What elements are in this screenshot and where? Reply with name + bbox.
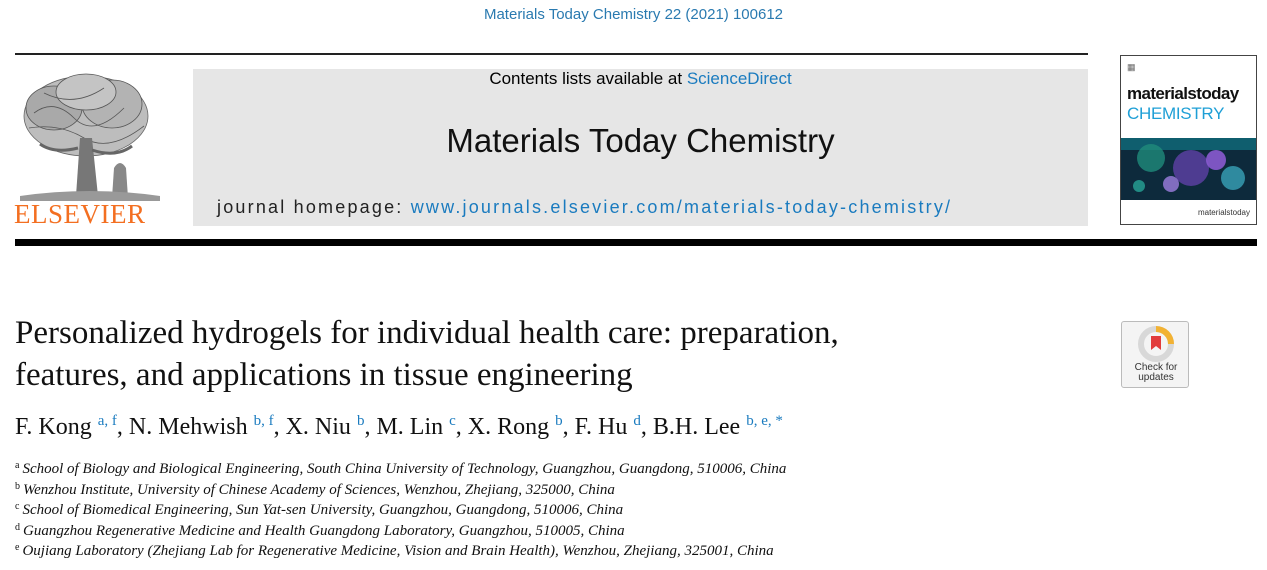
homepage-prefix: journal homepage: [217, 197, 411, 217]
author-affiliation-link[interactable]: b, e, * [746, 413, 783, 429]
author-list: F. Kong $^{a, f}$, N. Mehwish $^{b, f}$, X. Niu $^b$, M. Lin $^c$, X. Rong $^b$, F. Hu $^d$, B.H. Lee $^{b, e, *}$ [15, 413, 783, 440]
sciencedirect-link[interactable]: ScienceDirect [686, 69, 792, 88]
cover-artwork-icon [1121, 138, 1256, 200]
author-affiliation-link[interactable]: a, f [97, 413, 117, 429]
journal-homepage-line [217, 197, 952, 218]
article-title [15, 312, 1065, 396]
author-affiliation-link[interactable]: b, f [253, 413, 274, 429]
affiliation-mark: e [15, 542, 20, 553]
check-updates-line1: Check for [1134, 362, 1178, 373]
author-affiliation-link[interactable]: b [356, 413, 365, 429]
affiliation-item [15, 500, 786, 521]
cover-title-line2: CHEMISTRY [1127, 104, 1225, 123]
check-for-updates-button[interactable] [1121, 321, 1189, 388]
affiliation-item [15, 480, 786, 501]
author-affiliation-link[interactable]: b [555, 413, 563, 429]
contents-line [193, 69, 1088, 89]
affiliation-text: Oujiang Laboratory (Zhejiang Lab for Regenerative Medicine, Vision and Brain Health), Wenzhou, Zhejiang, 325001, China [22, 543, 774, 559]
affiliation-item [15, 521, 786, 542]
check-updates-line2: updates [1138, 372, 1174, 383]
crossmark-icon [1138, 326, 1174, 362]
author-name: N. Mehwish [128, 414, 248, 440]
author-name: X. Niu [285, 414, 351, 440]
journal-citation[interactable]: Materials Today Chemistry 22 (2021) 100612 [483, 6, 784, 23]
author-name: B.H. Lee [652, 414, 741, 440]
affiliation-item [15, 541, 786, 562]
author-name: M. Lin [376, 414, 444, 440]
affiliation-mark: d [15, 521, 20, 533]
article-title-line2: features, and applications in tissue engineering [15, 357, 633, 393]
header-rule-bottom [15, 239, 1257, 246]
affiliation-list [15, 459, 786, 562]
author-affiliation-link[interactable]: c [449, 413, 456, 429]
homepage-link[interactable]: www.journals.elsevier.com/materials-today-chemistry/ [410, 197, 953, 217]
header-rule-top [15, 53, 1088, 55]
cover-publisher-mark-icon: ▦ [1127, 62, 1136, 72]
check-updates-label [1122, 363, 1190, 383]
cover-footer-logo: materialstoday [1197, 208, 1250, 217]
affiliation-text: Wenzhou Institute, University of Chinese Academy of Sciences, Wenzhou, Zhejiang, 325000, China [23, 481, 615, 498]
author-name: F. Kong [15, 414, 92, 440]
article-title-line1: Personalized hydrogels for individual health care: preparation, [15, 315, 839, 351]
journal-cover[interactable] [1120, 55, 1257, 225]
affiliation-item [15, 459, 786, 480]
contents-prefix: Contents lists available at [489, 69, 687, 88]
affiliation-mark: c [15, 501, 20, 512]
affiliation-text: School of Biomedical Engineering, Sun Yat-sen University, Guangzhou, Guangdong, 510006, China [22, 502, 624, 518]
elsevier-wordmark: ELSEVIER [14, 199, 146, 229]
author-name: F. Hu [574, 414, 628, 440]
author-name: X. Rong [467, 414, 550, 440]
affiliation-text: Guangzhou Regenerative Medicine and Health Guangdong Laboratory, Guangzhou, 510005, China [23, 522, 625, 539]
affiliation-mark: b [15, 480, 20, 492]
cover-title-line1: materialstoday [1127, 84, 1239, 103]
author-affiliation-link[interactable]: d [633, 413, 641, 429]
affiliation-text: School of Biology and Biological Engineering, South China University of Technology, Guangzhou, Guangdong, 510006, China [22, 461, 787, 477]
journal-title: Materials Today Chemistry [446, 122, 835, 159]
affiliation-mark: a [15, 460, 20, 471]
